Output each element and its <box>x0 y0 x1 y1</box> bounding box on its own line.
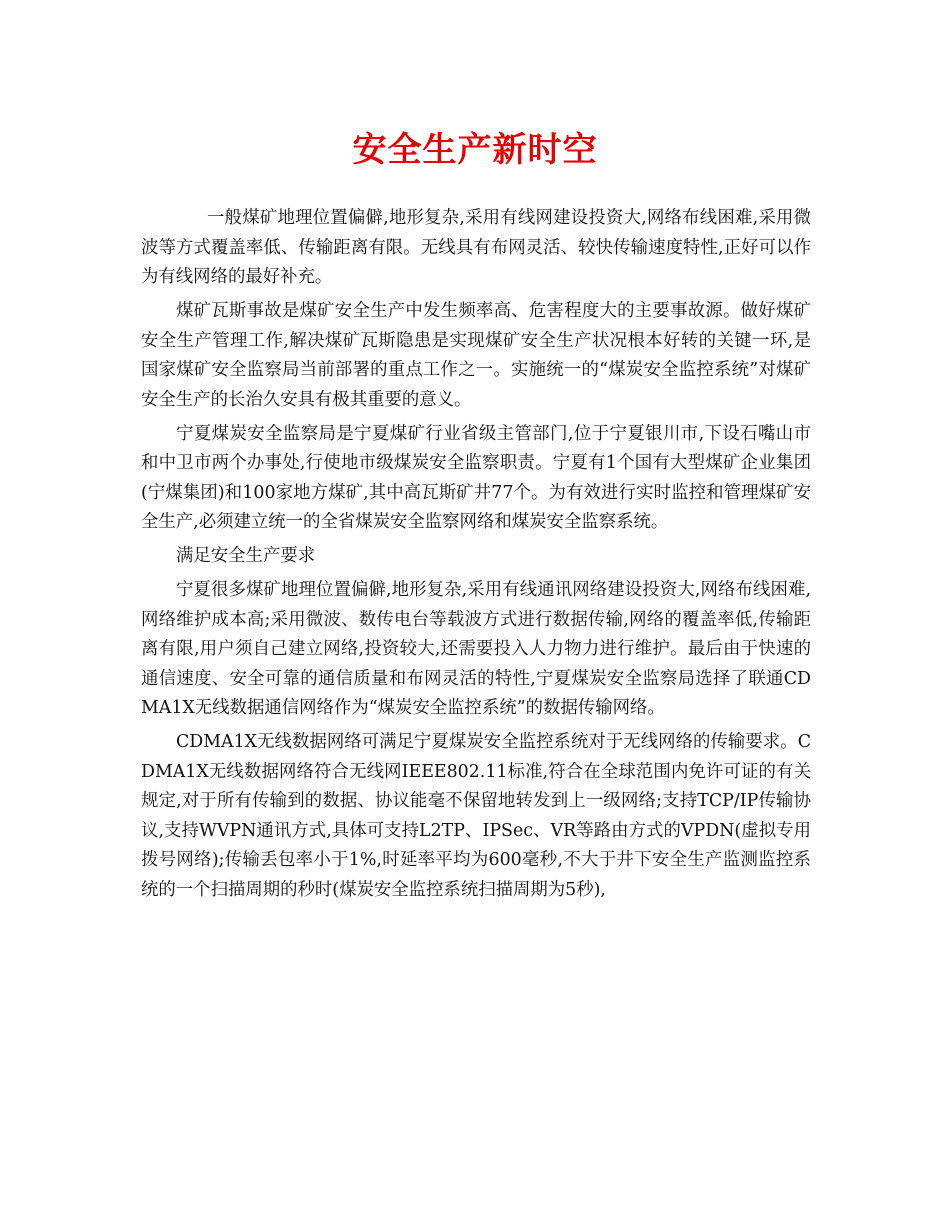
document-title: 安全生产新时空 <box>352 130 598 170</box>
paragraph-cdma1x-specs: CDMA1X无线数据网络可满足宁夏煤炭安全监控系统对于无线网络的传输要求。CDMA1X无线数据网络符合无线网IEEE802.11标准,符合在全球范围内免许可证的有关规定,对于所有传输到的数据、协议能毫不保留地转发到上一级网络;支持TCP/IP传输协议,支持WVPN通讯方式,具体可支持L2TP、IPSec、VR等路由方式的VPDN(虚拟专用拨号网络);传输丢包率小于1%,时延率平均为600毫秒,不大于井下安全生产监测监控系统的一个扫描周期的秒时(煤炭安全监控系统扫描周期为5秒), <box>141 732 811 900</box>
paragraph-ningxia-bureau: 宁夏煤炭安全监察局是宁夏煤矿行业省级主管部门,位于宁夏银川市,下设石嘴山市和中卫市两个办事处,行使地市级煤炭安全监察职责。宁夏有1个国有大型煤矿企业集团(宁煤集团)和100家地方煤矿,其中高瓦斯矿井77个。为有效进行实时监控和管理煤矿安全生产,必须建立统一的全省煤炭安全监察网络和煤炭安全监察系统。 <box>141 423 811 532</box>
document-body <box>141 204 811 905</box>
section-heading-requirements: 满足安全生产要求 <box>176 546 316 566</box>
paragraph-network-choice: 宁夏很多煤矿地理位置偏僻,地形复杂,采用有线通讯网络建设投资大,网络布线困难,网络维护成本高;采用微波、数传电台等载波方式进行数据传输,网络的覆盖率低,传输距离有限,用户须自己建立网络,投资较大,还需要投入人力物力进行维护。最后由于快速的通信速度、安全可靠的通信质量和布网灵活的特性,宁夏煤炭安全监察局选择了联通CDMA1X无线数据通信网络作为“煤炭安全监控系统”的数据传输网络。 <box>141 580 811 718</box>
paragraph-intro: 一般煤矿地理位置偏僻,地形复杂,采用有线网建设投资大,网络布线困难,采用微波等方式覆盖率低、传输距离有限。无线具有布网灵活、较快传输速度特性,正好可以作为有线网络的最好补充。 <box>141 208 811 287</box>
paragraph-gas-accidents: 煤矿瓦斯事故是煤矿安全生产中发生频率高、危害程度大的主要事故源。做好煤矿安全生产管理工作,解决煤矿瓦斯隐患是实现煤矿安全生产状况根本好转的关键一环,是国家煤矿安全监察局当前部署的重点工作之一。实施统一的“煤炭安全监控系统”对煤矿安全生产的长治久安具有极其重要的意义。 <box>141 301 811 410</box>
